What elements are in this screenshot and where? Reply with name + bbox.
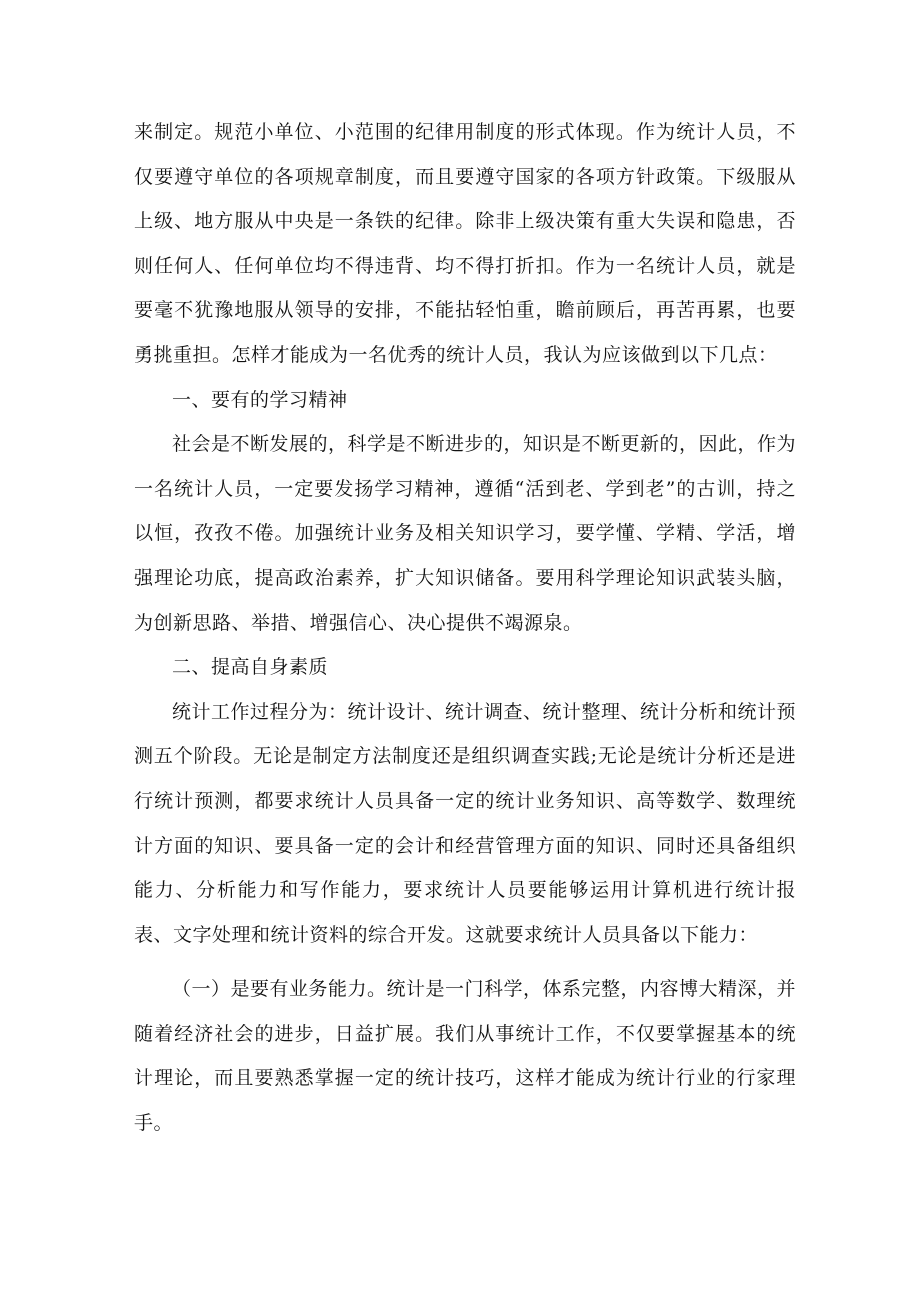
heading-learning-spirit: 一、要有的学习精神 xyxy=(172,388,348,411)
document-body xyxy=(134,110,796,1146)
paragraph-statistics-process: 统计工作过程分为：统计设计、统计调查、统计整理、统计分析和统计预测五个阶段。无论是制定方法制度还是组织调查实践;无论是统计分析还是进行统计预测，都要求统计人员具备一定的统计业务知识、高等数学、数理统计方面的知识、要具备一定的会计和经营管理方面的知识、同时还具备组织能力、分析能力和写作能力，要求统计人员要能够运用计算机进行统计报表、文字处理和统计资料的综合开发。这就要求统计人员具备以下能力： xyxy=(134,700,797,946)
paragraph-business-ability: （一）是要有业务能力。统计是一门科学，体系完整，内容博大精深，并随着经济社会的进步，日益扩展。我们从事统计工作，不仅要掌握基本的统计理论，而且要熟悉掌握一定的统计技巧，这样才能成为统计行业的行家理手。 xyxy=(134,978,797,1135)
paragraph-learning-spirit: 社会是不断发展的，科学是不断进步的，知识是不断更新的，因此，作为一名统计人员，一定要发扬学习精神，遵循“活到老、学到老”的古训，持之以恒，孜孜不倦。加强统计业务及相关知识学习，要学懂、学精、学活，增强理论功底，提高政治素养，扩大知识储备。要用科学理论知识武装头脑，为创新思路、举措、增强信心、决心提供不竭源泉。 xyxy=(134,433,797,634)
heading-self-quality: 二、提高自身素质 xyxy=(172,656,329,679)
paragraph-discipline: 来制定。规范小单位、小范围的纪律用制度的形式体现。作为统计人员，不仅要遵守单位的各项规章制度，而且要遵守国家的各项方针政策。下级服从上级、地方服从中央是一条铁的纪律。除非上级决策有重大失误和隐患，否则任何人、任何单位均不得违背、均不得打折扣。作为一名统计人员，就是要毫不犹豫地服从领导的安排，不能拈轻怕重，瞻前顾后，再苦再累，也要勇挑重担。怎样才能成为一名优秀的统计人员，我认为应该做到以下几点： xyxy=(134,121,796,366)
